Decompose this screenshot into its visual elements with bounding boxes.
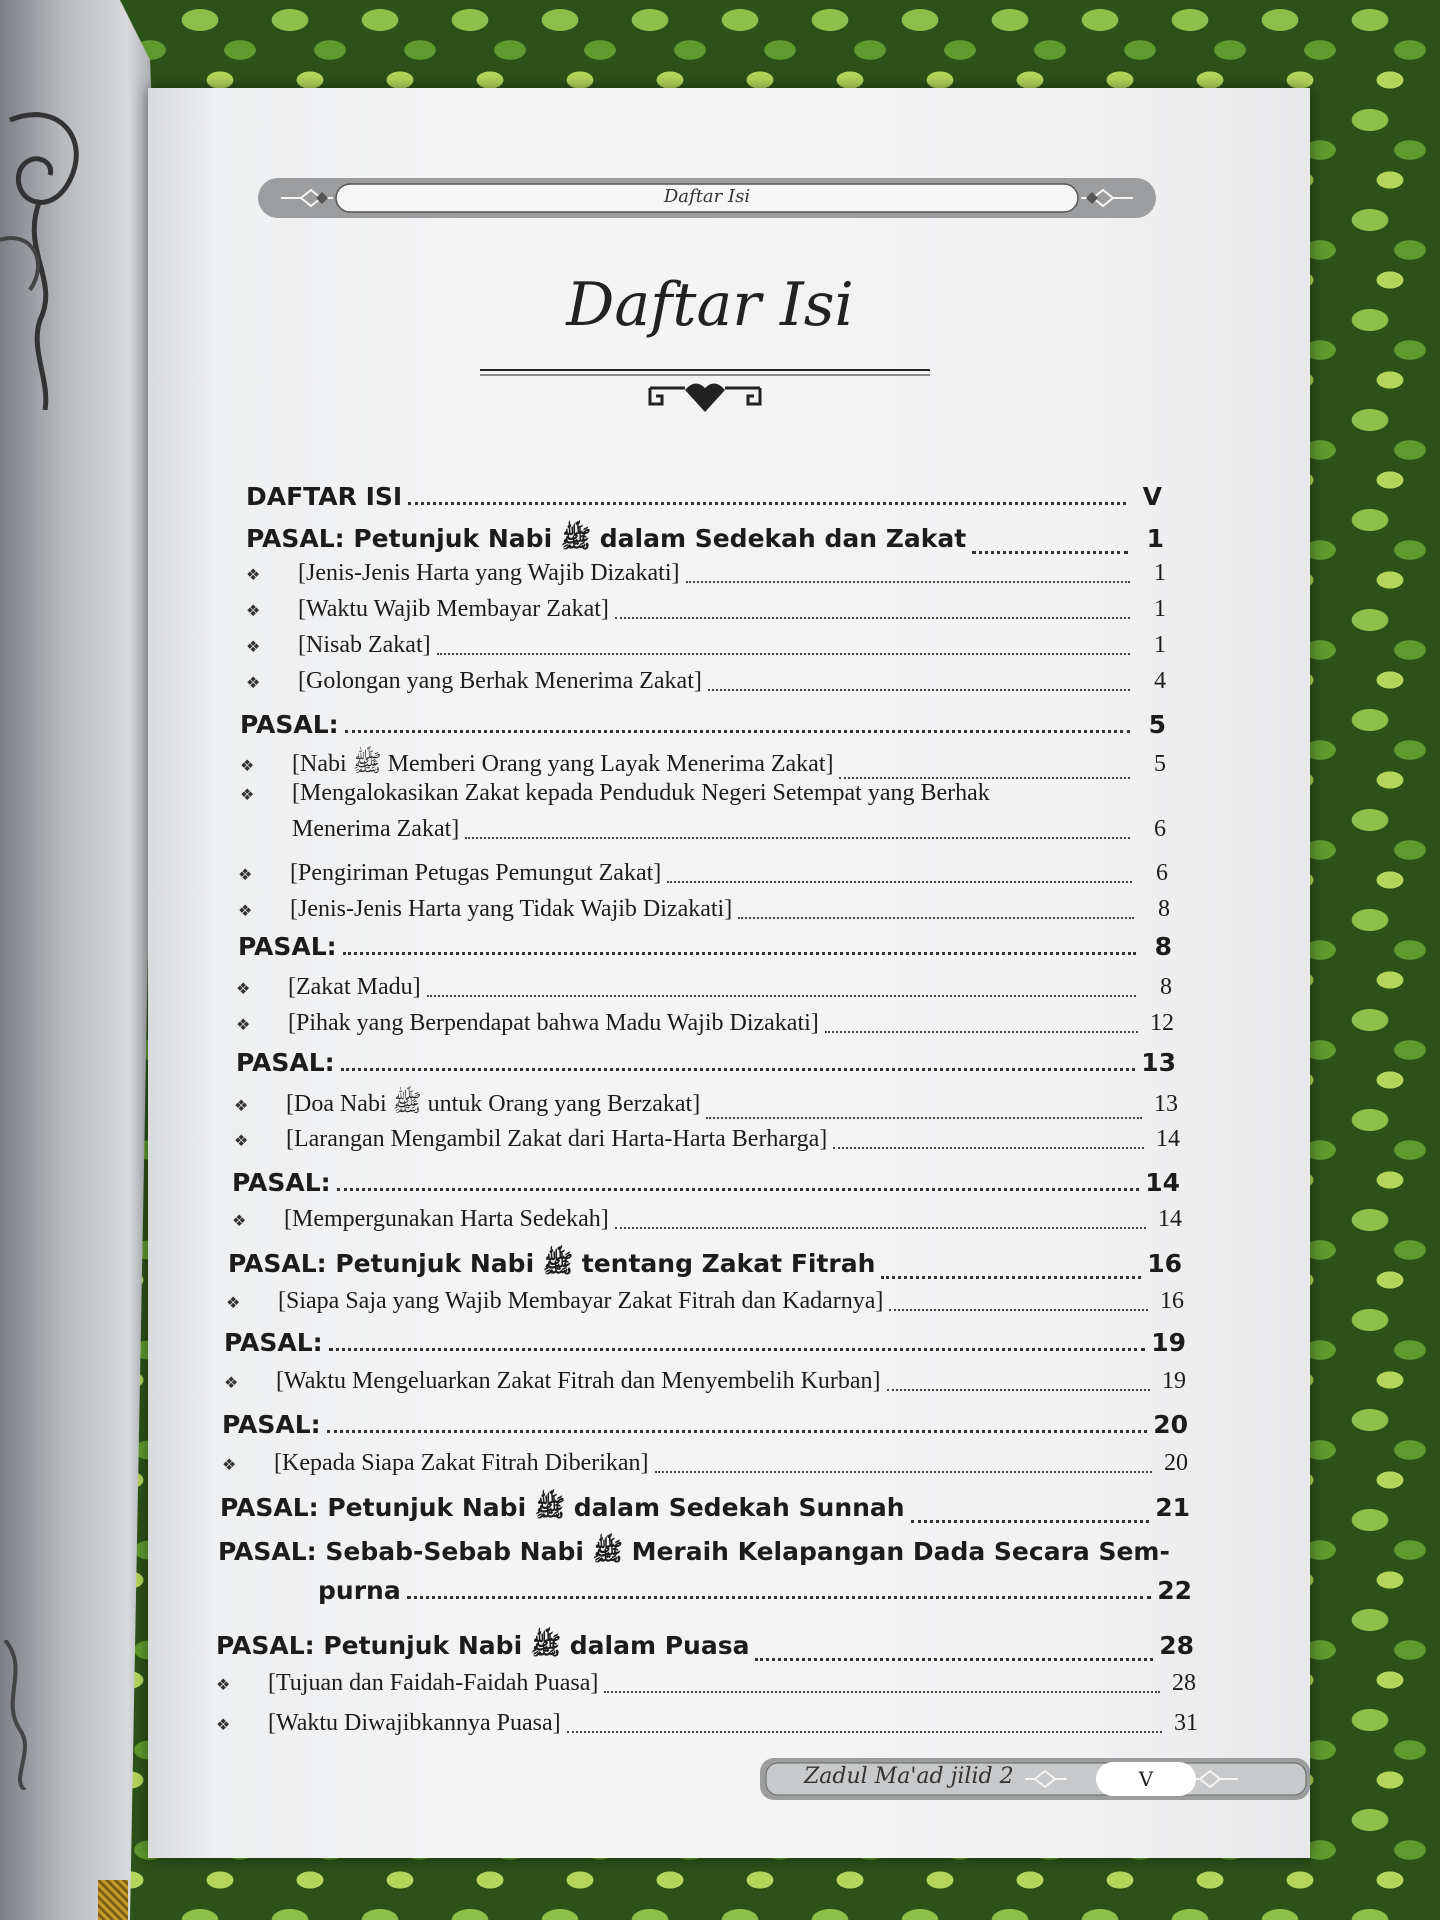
toc-entry-label: [Jenis-Jenis Harta yang Tidak Wajib Dizakati] bbox=[290, 896, 733, 922]
toc-entry-label: PASAL: Petunjuk Nabi ﷺ dalam Puasa bbox=[216, 1631, 750, 1660]
bullet-icon: ❖ bbox=[238, 867, 253, 884]
toc-entry-label: PASAL: Sebab-Sebab Nabi ﷺ Meraih Kelapangan Dada Secara Sem- bbox=[218, 1537, 1170, 1566]
toc-entry bbox=[232, 1206, 1182, 1233]
toc-entry bbox=[246, 523, 1164, 560]
toc-entry-label: PASAL: Petunjuk Nabi ﷺ dalam Sedekah dan Zakat bbox=[246, 524, 967, 553]
toc-entry bbox=[236, 1010, 1174, 1037]
toc-entry-label: [Pihak yang Berpendapat bahwa Madu Wajib Dizakati] bbox=[288, 1010, 819, 1036]
leader-dots bbox=[738, 916, 1134, 919]
toc-entry-label: [Larangan Mengambil Zakat dari Harta-Harta Berharga] bbox=[286, 1126, 828, 1152]
toc-entry-label: [Nisab Zakat] bbox=[298, 632, 431, 658]
leader-dots bbox=[755, 1657, 1153, 1661]
toc-page-number: 19 bbox=[1162, 1368, 1186, 1394]
bullet-icon: ❖ bbox=[246, 675, 261, 692]
toc-entry bbox=[216, 1710, 1198, 1737]
toc-page-number: 14 bbox=[1158, 1206, 1182, 1232]
toc-entry bbox=[246, 668, 1166, 695]
toc-entry-label: [Pengiriman Petugas Pemungut Zakat] bbox=[290, 860, 662, 886]
leader-dots bbox=[708, 688, 1130, 691]
toc-entry-label: PASAL: bbox=[238, 932, 337, 961]
leader-dots bbox=[825, 1030, 1138, 1033]
header-band bbox=[256, 176, 1158, 220]
toc-entry-label-continued: purna bbox=[318, 1576, 401, 1605]
toc-entry bbox=[246, 596, 1166, 623]
toc-entry bbox=[238, 896, 1170, 923]
bullet-icon: ❖ bbox=[234, 1133, 249, 1150]
toc-entry-label: [Mempergunakan Harta Sedekah] bbox=[284, 1206, 609, 1232]
toc-page-number: 8 bbox=[1160, 974, 1172, 1000]
leader-dots bbox=[972, 550, 1128, 554]
bullet-icon: ❖ bbox=[226, 1295, 241, 1312]
toc-page-number: V bbox=[1142, 482, 1162, 511]
toc-entry-label: [Jenis-Jenis Harta yang Wajib Dizakati] bbox=[298, 560, 680, 586]
toc-entry bbox=[232, 1168, 1180, 1197]
bullet-icon: ❖ bbox=[246, 603, 261, 620]
leader-dots bbox=[604, 1690, 1160, 1693]
toc-page-number: 21 bbox=[1155, 1493, 1190, 1522]
toc-page-number: 14 bbox=[1156, 1126, 1180, 1152]
title-divider-ornament bbox=[480, 364, 930, 416]
leader-dots bbox=[667, 880, 1132, 883]
toc-page-number: 28 bbox=[1159, 1631, 1194, 1660]
toc-page-number: 19 bbox=[1151, 1328, 1186, 1357]
toc-entry bbox=[216, 1630, 1194, 1667]
toc-page-number: 13 bbox=[1154, 1091, 1178, 1117]
leader-dots bbox=[833, 1146, 1144, 1149]
toc-entry bbox=[240, 710, 1166, 739]
toc-entry bbox=[234, 1126, 1180, 1153]
toc-page-number: 14 bbox=[1145, 1168, 1180, 1197]
toc-entry-label-continued: Menerima Zakat] bbox=[292, 816, 460, 842]
toc-entry-label: [Zakat Madu] bbox=[288, 974, 421, 1000]
toc-entry-label: PASAL: bbox=[236, 1048, 335, 1077]
leader-dots bbox=[437, 652, 1130, 655]
toc-entry-label: PASAL: bbox=[232, 1168, 331, 1197]
bullet-icon: ❖ bbox=[240, 758, 255, 775]
leader-dots bbox=[889, 1308, 1148, 1311]
toc-entry bbox=[234, 1088, 1178, 1123]
toc-entry bbox=[222, 1450, 1188, 1477]
toc-entry bbox=[216, 1670, 1196, 1697]
toc-page-number: 31 bbox=[1174, 1710, 1198, 1736]
toc-entry-label: [Waktu Mengeluarkan Zakat Fitrah dan Menyembelih Kurban] bbox=[276, 1368, 881, 1394]
leader-dots bbox=[615, 1226, 1146, 1229]
toc-entry bbox=[238, 860, 1168, 887]
toc-entry bbox=[224, 1368, 1186, 1395]
toc-entry-label: [Mengalokasikan Zakat kepada Penduduk Negeri Setempat yang Berhak bbox=[292, 780, 990, 806]
toc-entry bbox=[240, 748, 1166, 783]
toc-entry-label: [Waktu Wajib Membayar Zakat] bbox=[298, 596, 609, 622]
toc-page-number: 16 bbox=[1160, 1288, 1184, 1314]
bullet-icon: ❖ bbox=[216, 1717, 231, 1734]
leader-dots bbox=[407, 1595, 1152, 1599]
toc-entry bbox=[238, 932, 1172, 961]
bullet-icon: ❖ bbox=[232, 1213, 247, 1230]
toc-entry-continuation bbox=[318, 1576, 1192, 1605]
toc-entry-label: [Kepada Siapa Zakat Fitrah Diberikan] bbox=[274, 1450, 649, 1476]
toc-page-number: 8 bbox=[1154, 932, 1172, 961]
footer-book-title: Zadul Ma'ad jilid 2 bbox=[804, 1764, 1014, 1789]
toc-entry-label: DAFTAR ISI bbox=[246, 482, 403, 511]
leader-dots bbox=[686, 580, 1130, 583]
toc-entry-label: [Waktu Diwajibkannya Puasa] bbox=[268, 1710, 561, 1736]
leader-dots bbox=[329, 1347, 1146, 1351]
toc-entry bbox=[246, 560, 1166, 587]
toc-entry-label: PASAL: bbox=[240, 710, 339, 739]
leader-dots bbox=[887, 1388, 1150, 1391]
toc-entry bbox=[220, 1492, 1190, 1529]
bullet-icon: ❖ bbox=[238, 903, 253, 920]
footer-page-number: V bbox=[1096, 1762, 1196, 1796]
toc-entry bbox=[222, 1410, 1188, 1439]
leader-dots bbox=[706, 1116, 1142, 1119]
toc-page-number: 5 bbox=[1154, 751, 1166, 777]
leader-dots bbox=[337, 1187, 1140, 1191]
toc-entry bbox=[236, 1048, 1176, 1077]
toc-page-number: 20 bbox=[1153, 1410, 1188, 1439]
toc-entry bbox=[246, 632, 1166, 659]
bullet-icon: ❖ bbox=[236, 981, 251, 998]
bullet-icon: ❖ bbox=[234, 1098, 249, 1115]
leader-dots bbox=[615, 616, 1130, 619]
toc-entry bbox=[246, 482, 1162, 511]
toc-page-number: 8 bbox=[1158, 896, 1170, 922]
leader-dots bbox=[408, 501, 1126, 505]
leader-dots bbox=[327, 1429, 1148, 1433]
toc-page-number: 20 bbox=[1164, 1450, 1188, 1476]
bullet-icon: ❖ bbox=[246, 567, 261, 584]
toc-entry-label: PASAL: Petunjuk Nabi ﷺ dalam Sedekah Sunnah bbox=[220, 1493, 905, 1522]
toc-entry-label: PASAL: Petunjuk Nabi ﷺ tentang Zakat Fitrah bbox=[228, 1249, 876, 1278]
toc-page-number: 1 bbox=[1154, 560, 1166, 586]
toc-entry-continuation bbox=[292, 816, 1166, 843]
toc-entry bbox=[240, 780, 1166, 807]
toc-page-number: 1 bbox=[1146, 524, 1164, 553]
toc-entry-label: [Nabi ﷺ Memberi Orang yang Layak Menerima Zakat] bbox=[292, 751, 834, 777]
leader-dots bbox=[881, 1275, 1141, 1279]
bullet-icon: ❖ bbox=[216, 1677, 231, 1694]
toc-entry bbox=[226, 1288, 1184, 1315]
toc-page-number: 28 bbox=[1172, 1670, 1196, 1696]
toc-entry bbox=[218, 1536, 1192, 1573]
leader-dots bbox=[343, 951, 1136, 955]
toc-page-number: 6 bbox=[1154, 816, 1166, 842]
toc-entry-label: [Doa Nabi ﷺ untuk Orang yang Berzakat] bbox=[286, 1091, 701, 1117]
toc-page-number: 6 bbox=[1156, 860, 1168, 886]
toc-page-number: 12 bbox=[1150, 1010, 1174, 1036]
left-scroll-ornament bbox=[0, 100, 100, 410]
leader-dots bbox=[465, 836, 1130, 839]
toc-page-number: 1 bbox=[1154, 596, 1166, 622]
leader-dots bbox=[427, 994, 1136, 997]
toc-entry bbox=[236, 974, 1172, 1001]
toc-page-number: 22 bbox=[1157, 1576, 1192, 1605]
bookmark-ribbon bbox=[98, 1880, 128, 1920]
toc-entry-label: [Tujuan dan Faidah-Faidah Puasa] bbox=[268, 1670, 599, 1696]
toc-entry-label: PASAL: bbox=[224, 1328, 323, 1357]
bullet-icon: ❖ bbox=[240, 787, 255, 804]
toc-page-number: 5 bbox=[1148, 710, 1166, 739]
leader-dots bbox=[567, 1730, 1162, 1733]
leader-dots bbox=[341, 1067, 1136, 1071]
leader-dots bbox=[911, 1519, 1150, 1523]
toc-entry bbox=[228, 1248, 1182, 1285]
toc-entry-label: [Siapa Saja yang Wajib Membayar Zakat Fitrah dan Kadarnya] bbox=[278, 1288, 884, 1314]
toc-page-number: 13 bbox=[1141, 1048, 1176, 1077]
bullet-icon: ❖ bbox=[222, 1457, 237, 1474]
page-title: Daftar Isi bbox=[566, 270, 854, 340]
bullet-icon: ❖ bbox=[236, 1017, 251, 1034]
toc-page-number: 1 bbox=[1154, 632, 1166, 658]
toc-entry-label: PASAL: bbox=[222, 1410, 321, 1439]
running-header-title: Daftar Isi bbox=[663, 186, 751, 207]
left-scroll-ornament-bottom bbox=[0, 1640, 40, 1790]
leader-dots bbox=[839, 776, 1130, 779]
leader-dots bbox=[345, 729, 1130, 733]
toc-page-number: 16 bbox=[1147, 1249, 1182, 1278]
toc-entry-label: [Golongan yang Berhak Menerima Zakat] bbox=[298, 668, 702, 694]
bullet-icon: ❖ bbox=[224, 1375, 239, 1392]
leader-dots bbox=[655, 1470, 1152, 1473]
toc-entry bbox=[224, 1328, 1186, 1357]
bullet-icon: ❖ bbox=[246, 639, 261, 656]
toc-page-number: 4 bbox=[1154, 668, 1166, 694]
